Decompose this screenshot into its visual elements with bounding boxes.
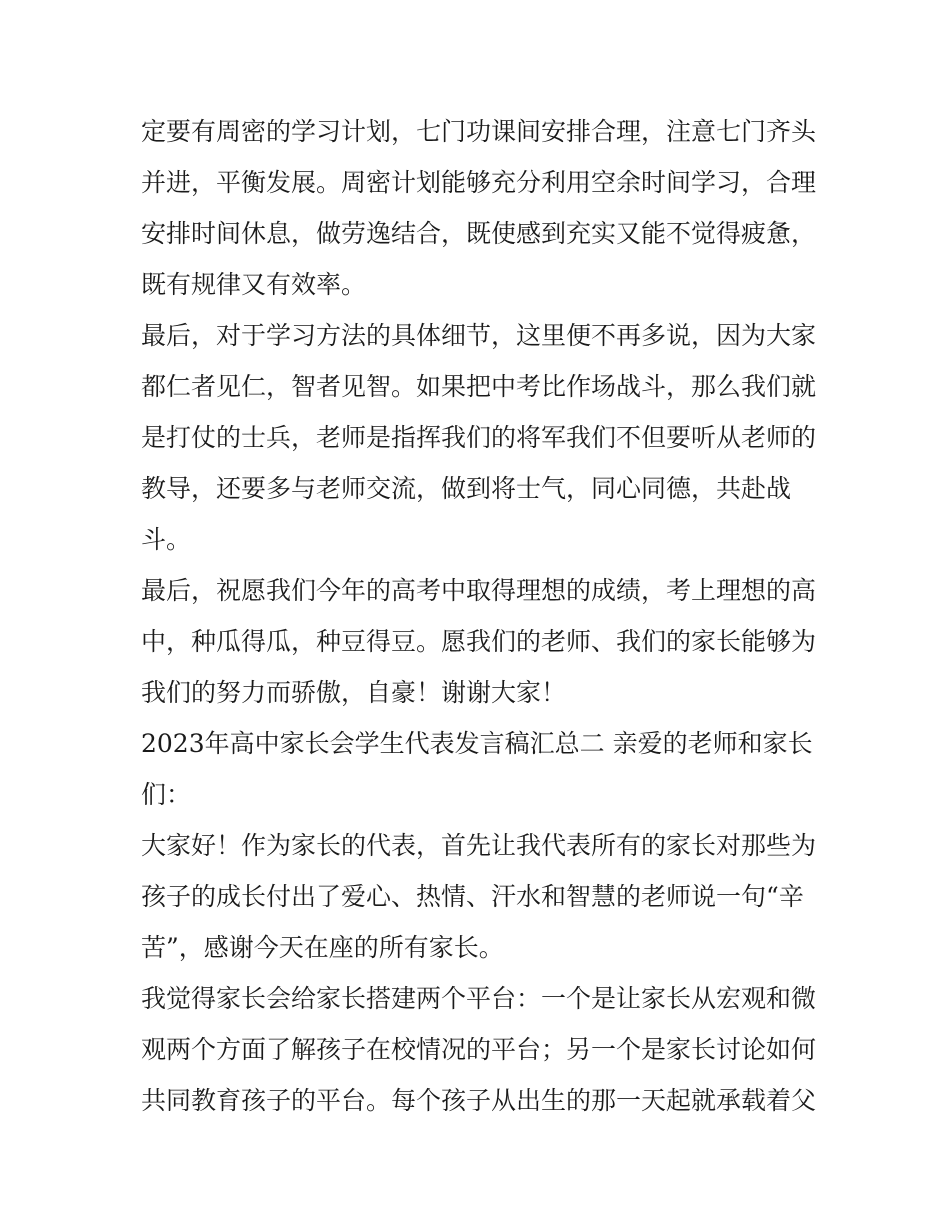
text-line: 斗。 <box>141 525 192 554</box>
text-line: 中，种瓜得瓜，种豆得豆。愿我们的老师、我们的家长能够为 <box>141 627 817 656</box>
text-line: 最后，对于学习方法的具体细节，这里便不再多说，因为大家 <box>141 321 817 350</box>
section-heading-line: 2023年高中家长会学生代表发言稿汇总二 亲爱的老师和家长 <box>141 729 813 758</box>
text-line: 安排时间休息，做劳逸结合，既使感到充实又能不觉得疲惫， <box>141 219 817 248</box>
text-line: 并进，平衡发展。周密计划能够充分利用空余时间学习，合理 <box>141 168 817 197</box>
text-line: 共同教育孩子的平台。每个孩子从出生的那一天起就承载着父 <box>141 1086 817 1115</box>
text-line: 孩子的成长付出了爱心、热情、汗水和智慧的老师说一句“辛 <box>141 882 804 911</box>
text-line: 们： <box>141 780 192 809</box>
text-line: 是打仗的士兵，老师是指挥我们的将军我们不但要听从老师的 <box>141 423 817 452</box>
text-line: 教导，还要多与老师交流，做到将士气，同心同德，共赴战 <box>141 474 792 503</box>
text-line: 苦”，感谢今天在座的所有家长。 <box>141 933 504 962</box>
document-body <box>141 106 817 1126</box>
text-line: 最后，祝愿我们今年的高考中取得理想的成绩，考上理想的高 <box>141 576 817 605</box>
text-line: 都仁者见仁，智者见智。如果把中考比作场战斗，那么我们就 <box>141 372 817 401</box>
text-line: 我们的努力而骄傲，自豪！谢谢大家！ <box>141 678 567 707</box>
text-line: 既有规律又有效率。 <box>141 270 367 299</box>
text-line: 我觉得家长会给家长搭建两个平台：一个是让家长从宏观和微 <box>141 984 817 1013</box>
text-line: 大家好！作为家长的代表，首先让我代表所有的家长对那些为 <box>141 831 817 860</box>
text-line: 观两个方面了解孩子在校情况的平台；另一个是家长讨论如何 <box>141 1035 817 1064</box>
text-line: 定要有周密的学习计划，七门功课间安排合理，注意七门齐头 <box>141 117 817 146</box>
